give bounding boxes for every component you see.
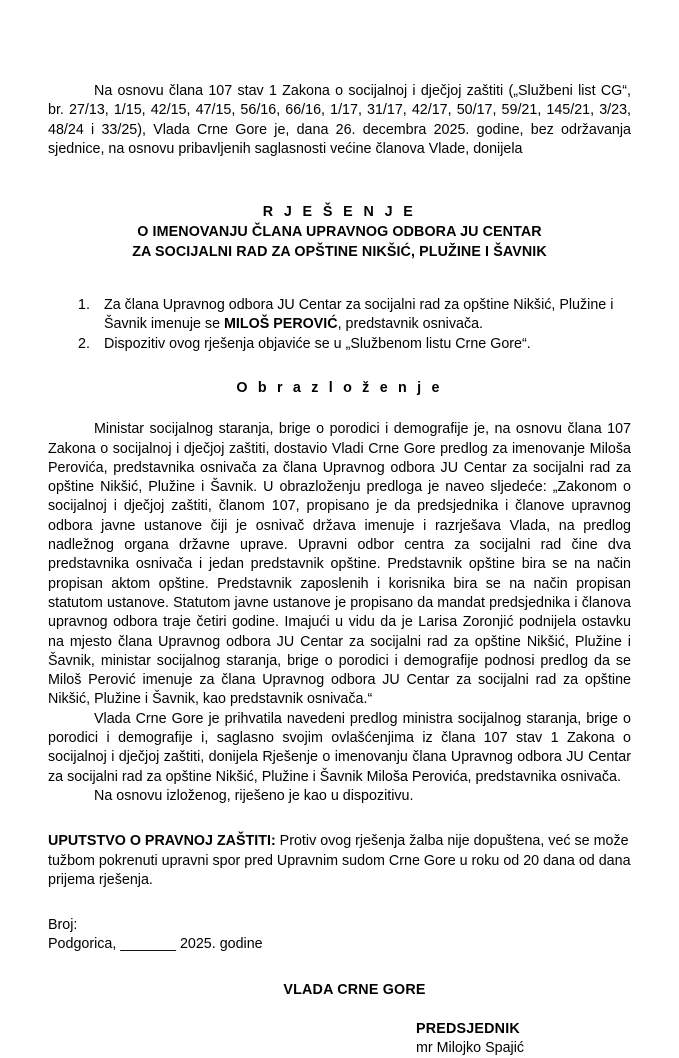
explanation-paragraph-3: Na osnovu izloženog, riješeno je kao u dispozitivu. [94,787,414,804]
list-item [78,335,631,354]
title-line-subject-2: ZA SOCIJALNI RAD ZA OPŠTINE NIKŠIĆ, PLUŽINE I ŠAVNIK [132,243,547,260]
explanation-paragraph-1: Ministar socijalnog staranja, brige o porodici i demografije je, na osnovu člana 107 Zakona o socijalnoj i dječjoj zaštiti, dostavio Vladi Crne Gore predlog za imenovanje Miloša Perovića, predstavnika osnivača za člana Upravnog odbora JU Centar za socijalni rad za opštine Nikšić, Plužine i Šavnik. U obrazloženju predloga je naveo sljedeće: „Zakonom o socijalnoj i dječjoj zaštiti, članom 107, propisano je da predsjednika i članove upravnog odbora javne ustanove čiji je osnivač država imenuje i razrješava Vlada, na predlog nadležnog organa državne uprave. Upravni odbor centra za socijalni rad čine dva predstavnika osnivača i jedan predstavnik opštine. Predstavnik opštine bira se na način propisan aktom opštine. Predstavnik zaposlenih i korisnika bira se na način propisan statutom ustanove. Statutom javne ustanove je propisano da mandat predsjednika i članova upravnog odbora traje četiri godine. Imajući u vidu da je Larisa Zoronjić podnijela ostavku na mjesto člana Upravnog odbora JU Centar za socijalni rad za opštine Nikšić, Plužine i Šavnik, ministar socijalnog staranja, brige o porodici i demografije podnosi predlog da se Miloš Perović imenuje za člana Upravnog odbora JU Centar za socijalni rad za opštine Nikšić, Plužine i Šavnik, kao predstavnik osnivača.“ [48,421,631,708]
legal-notice-text: Protiv ovog rješenja žalba nije dopuštena, već se može tužbom pokrenuti upravni spor pred Upravnim sudom Crne Gore u roku od 20 dana od dana prijema rješenja. [48,833,631,888]
dispositive-item-2-text: Dispozitiv ovog rješenja objaviće se u „Službenom listu Crne Gore“. [104,335,531,352]
list-item [78,296,631,335]
legal-notice-paragraph [48,832,631,890]
explanation-paragraph-2: Vlada Crne Gore je prihvatila navedeni predlog ministra socijalnog staranja, brige o porodici i demografije i, saglasno svojim ovlašćenjima iz člana 107 stav 1 Zakona o socijalnoj i dječjoj zaštiti, donijela Rješenje o imenovanju člana Upravnog odbora JU Centar za socijalni rad za opštine Nikšić, Plužine i Šavnik Miloša Perovića, predstavnika osnivača. [48,710,631,785]
explanation-heading: O b r a z l o ž e n j e [236,379,443,396]
dispositive-list [48,296,631,354]
dispositive-item-1-text-pre: Za člana Upravnog odbora JU Centar za socijalni rad za opštine Nikšić, Plužine i Šavnik imenuje se [104,297,614,333]
document-place-date: Podgorica, _______ 2025. godine [48,936,263,953]
signatory-title: PREDSJEDNIK [416,1020,520,1037]
document-meta [48,916,631,955]
title-line-rjesenje: R J E Š E N J E [262,204,417,221]
preamble-paragraph: Na osnovu člana 107 stav 1 Zakona o socijalnoj i dječjoj zaštiti („Službeni list CG“, br. 27/13, 1/15, 42/15, 47/15, 56/16, 66/16, 1/17, 31/17, 42/17, 50/17, 59/21, 145/21, 3/23, 48/24 i 33/25), Vlada Crne Gore je, dana 26. decembra 2025. godine, bez održavanja sjednice, na osnovu pribavljenih saglasnosti većine članova Vlade, donijela [48,83,631,157]
signature-block [48,1020,631,1058]
legal-notice-label: UPUTSTVO O PRAVNOJ ZAŠTITI: [48,833,276,850]
signatory-name: mr Milojko Spajić [416,1039,525,1056]
document-title [48,203,631,262]
document-body [48,82,631,1058]
document-number-label: Broj: [48,917,78,934]
title-line-subject-1: O IMENOVANJU ČLANA UPRAVNOG ODBORA JU CENTAR [137,224,542,241]
government-name: VLADA CRNE GORE [283,981,426,998]
appointee-name: MILOŠ PEROVIĆ [224,316,338,333]
dispositive-item-1-text-post: , predstavnik osnivača. [337,316,484,333]
